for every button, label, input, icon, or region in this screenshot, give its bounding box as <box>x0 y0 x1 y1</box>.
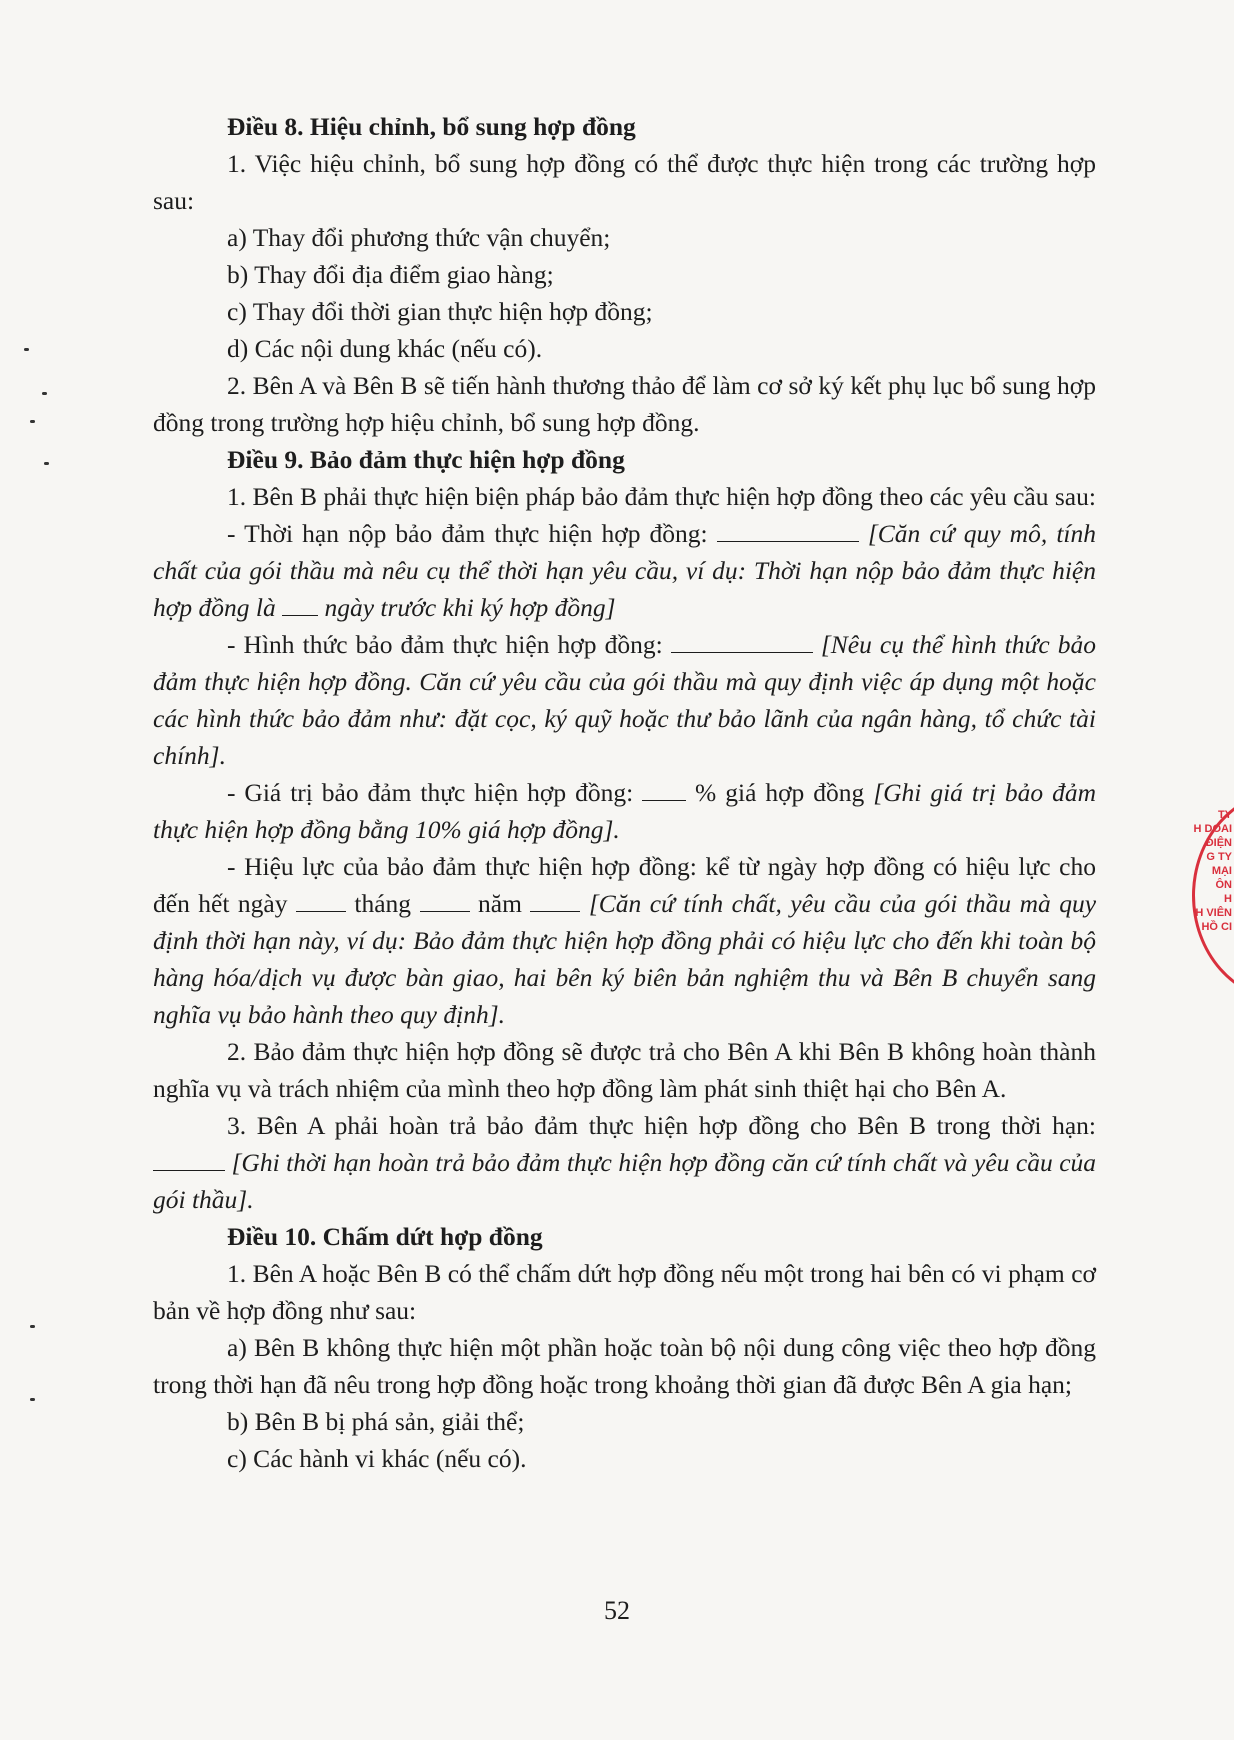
scan-speck <box>24 348 29 351</box>
return-note: [Ghi thời hạn hoàn trả bảo đảm thực hiện hợp đồng căn cứ tính chất và yêu cầu của gói thầu]. <box>153 1148 1097 1214</box>
deadline-note-2: ngày trước khi ký hợp đồng] <box>318 593 616 622</box>
article-8-paragraph-1: 1. Việc hiệu chỉnh, bổ sung hợp đồng có thể được thực hiện trong các trường hợp sau: <box>153 149 1096 215</box>
article-9-paragraph-1: 1. Bên B phải thực hiện biện pháp bảo đảm thực hiện hợp đồng theo các yêu cầu sau: <box>227 482 1096 511</box>
seal-text: TY H DOAI ĐIỆN G TY MẠI ÔN H H VIÊN HỒ CI <box>1193 809 1232 933</box>
form-label: - Hình thức bảo đảm thực hiện hợp đồng: <box>227 630 671 659</box>
validity-month-blank <box>420 887 470 912</box>
page-body <box>153 108 1096 1477</box>
scan-speck <box>30 1325 35 1328</box>
return-blank <box>153 1146 225 1171</box>
article-9-heading: Điều 9. Bảo đảm thực hiện hợp đồng <box>227 445 625 474</box>
article-10-item-c: c) Các hành vi khác (nếu có). <box>227 1444 527 1473</box>
page-number: 52 <box>604 1596 630 1625</box>
validity-year-blank <box>530 887 580 912</box>
deadline-label: - Thời hạn nộp bảo đảm thực hiện hợp đồng: <box>227 519 717 548</box>
article-10-item-a: a) Bên B không thực hiện một phần hoặc toàn bộ nội dung công việc theo hợp đồng trong thời hạn đã nêu trong hợp đồng hoặc trong khoảng thời gian đã được Bên A gia hạn; <box>153 1333 1096 1399</box>
validity-note: [Căn cứ tính chất, yêu cầu của gói thầu mà quy định thời hạn này, ví dụ: Bảo đảm thực hiện hợp đồng phải có hiệu lực cho đến khi toàn bộ hàng hóa/dịch vụ được bàn giao, hai bên ký biên bản nghiệm thu và Bên B chuyển sang nghĩa vụ bảo hành theo quy định]. <box>153 889 1097 1029</box>
scan-speck <box>30 420 35 423</box>
form-note: [Nêu cụ thể hình thức bảo đảm thực hiện hợp đồng. Căn cứ yêu cầu của gói thầu mà quy định việc áp dụng một hoặc các hình thức bảo đảm như: đặt cọc, ký quỹ hoặc thư bảo lãnh của ngân hàng, tổ chức tài chính]. <box>153 630 1097 770</box>
company-seal <box>1186 790 1234 1000</box>
article-10-heading: Điều 10. Chấm dứt hợp đồng <box>227 1222 543 1251</box>
value-label: - Giá trị bảo đảm thực hiện hợp đồng: <box>227 778 643 807</box>
deadline-days-blank <box>282 591 318 616</box>
scan-speck <box>44 462 49 465</box>
deadline-blank <box>717 517 859 542</box>
scan-speck <box>42 392 47 395</box>
value-blank <box>642 776 686 801</box>
scan-speck <box>30 1398 35 1401</box>
article-9-value <box>153 774 1096 848</box>
article-9-paragraph-2: 2. Bảo đảm thực hiện hợp đồng sẽ được trả cho Bên A khi Bên B không hoàn thành nghĩa vụ và trách nhiệm của mình theo hợp đồng làm phát sinh thiệt hại cho Bên A. <box>153 1037 1096 1103</box>
article-8-item-d: d) Các nội dung khác (nếu có). <box>227 334 543 363</box>
return-label: 3. Bên A phải hoàn trả bảo đảm thực hiện hợp đồng cho Bên B trong thời hạn: <box>227 1111 1096 1140</box>
value-note: [Ghi giá trị bảo đảm thực hiện hợp đồng bằng 10% giá hợp đồng]. <box>153 778 1096 844</box>
deadline-note-1: [Căn cứ quy mô, tính chất của gói thầu mà nêu cụ thể thời hạn yêu cầu, ví dụ: Thời hạn nộp bảo đảm thực hiện hợp đồng là <box>153 519 1096 622</box>
article-8-item-a: a) Thay đổi phương thức vận chuyển; <box>227 223 611 252</box>
article-10-paragraph-1: 1. Bên A hoặc Bên B có thể chấm dứt hợp đồng nếu một trong hai bên có vi phạm cơ bản về hợp đồng như sau: <box>153 1259 1096 1325</box>
article-10-item-b: b) Bên B bị phá sản, giải thể; <box>227 1407 525 1436</box>
article-8-item-c: c) Thay đổi thời gian thực hiện hợp đồng; <box>227 297 653 326</box>
validity-month-label: tháng <box>345 889 420 918</box>
validity-year-label: năm <box>469 889 531 918</box>
article-8-item-b: b) Thay đổi địa điểm giao hàng; <box>227 260 554 289</box>
article-9-paragraph-3 <box>153 1107 1096 1218</box>
article-9-form <box>153 626 1096 774</box>
form-blank <box>671 628 813 653</box>
validity-day-blank <box>296 887 346 912</box>
value-suffix: % giá hợp đồng <box>686 778 874 807</box>
article-8-paragraph-2: 2. Bên A và Bên B sẽ tiến hành thương thảo để làm cơ sở ký kết phụ lục bổ sung hợp đồng trong trường hợp hiệu chỉnh, bổ sung hợp đồng. <box>153 371 1096 437</box>
article-9-deadline <box>153 515 1096 626</box>
article-9-validity <box>153 848 1096 1033</box>
validity-label: - Hiệu lực của bảo đảm thực hiện hợp đồng: kể từ ngày hợp đồng có hiệu lực cho đến hết ngày <box>153 852 1096 918</box>
article-8-heading: Điều 8. Hiệu chỉnh, bổ sung hợp đồng <box>227 112 636 141</box>
